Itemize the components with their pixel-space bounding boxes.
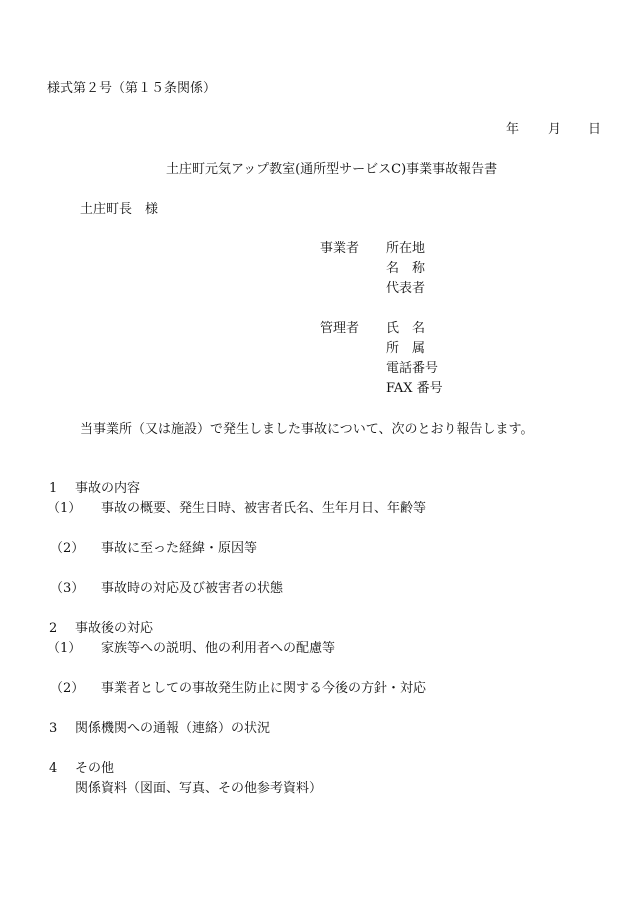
section-4-number: 4 [49,761,58,776]
section-4-note: 関係資料（図面、写真、その他参考資料） [75,781,323,796]
section-3-number: 3 [49,721,58,736]
section-1-item-1-text: 事故の概要、発生日時、被害者氏名、生年月日、年齢等 [101,501,427,516]
section-2-item-2-number: （2） [50,681,85,696]
date-year-label: 年 [506,122,520,137]
section-2-item-1-number: （1） [47,641,82,656]
section-2-title: 事故後の対応 [75,621,154,636]
section-1-item-1-number: （1） [47,501,82,516]
business-field-name: 名 称 [386,261,426,276]
section-1-title: 事故の内容 [75,481,141,496]
manager-field-fax: FAX 番号 [386,381,443,396]
date-month-label: 月 [548,122,562,137]
business-field-address: 所在地 [386,241,426,256]
manager-label: 管理者 [320,321,360,336]
section-1-number: 1 [49,481,58,496]
section-3-title: 関係機関への通報（連絡）の状況 [75,721,271,736]
form-number: 様式第２号（第１５条関係） [47,81,217,96]
section-1-item-2-number: （2） [50,541,85,556]
section-1-item-3-text: 事故時の対応及び被害者の状態 [101,581,284,596]
section-2-item-1-text: 家族等への説明、他の利用者への配慮等 [101,641,336,656]
section-4-title: その他 [75,761,115,776]
manager-field-phone: 電話番号 [386,361,439,376]
manager-field-affiliation: 所 属 [386,341,426,356]
document-title: 土庄町元気アップ教室(通所型サービスC)事業事故報告書 [166,162,498,177]
addressee: 土庄町長 様 [80,202,159,217]
section-2-number: 2 [49,621,58,636]
section-1-item-3-number: （3） [50,581,85,596]
business-label: 事業者 [320,241,360,256]
section-1-item-2-text: 事故に至った経緯・原因等 [101,541,258,556]
date-day-label: 日 [588,122,602,137]
manager-field-name: 氏 名 [386,321,426,336]
section-2-item-2-text: 事業者としての事故発生防止に関する今後の方針・対応 [101,681,427,696]
intro-text: 当事業所（又は施設）で発生しました事故について、次のとおり報告します。 [80,422,534,437]
business-field-representative: 代表者 [386,281,426,296]
